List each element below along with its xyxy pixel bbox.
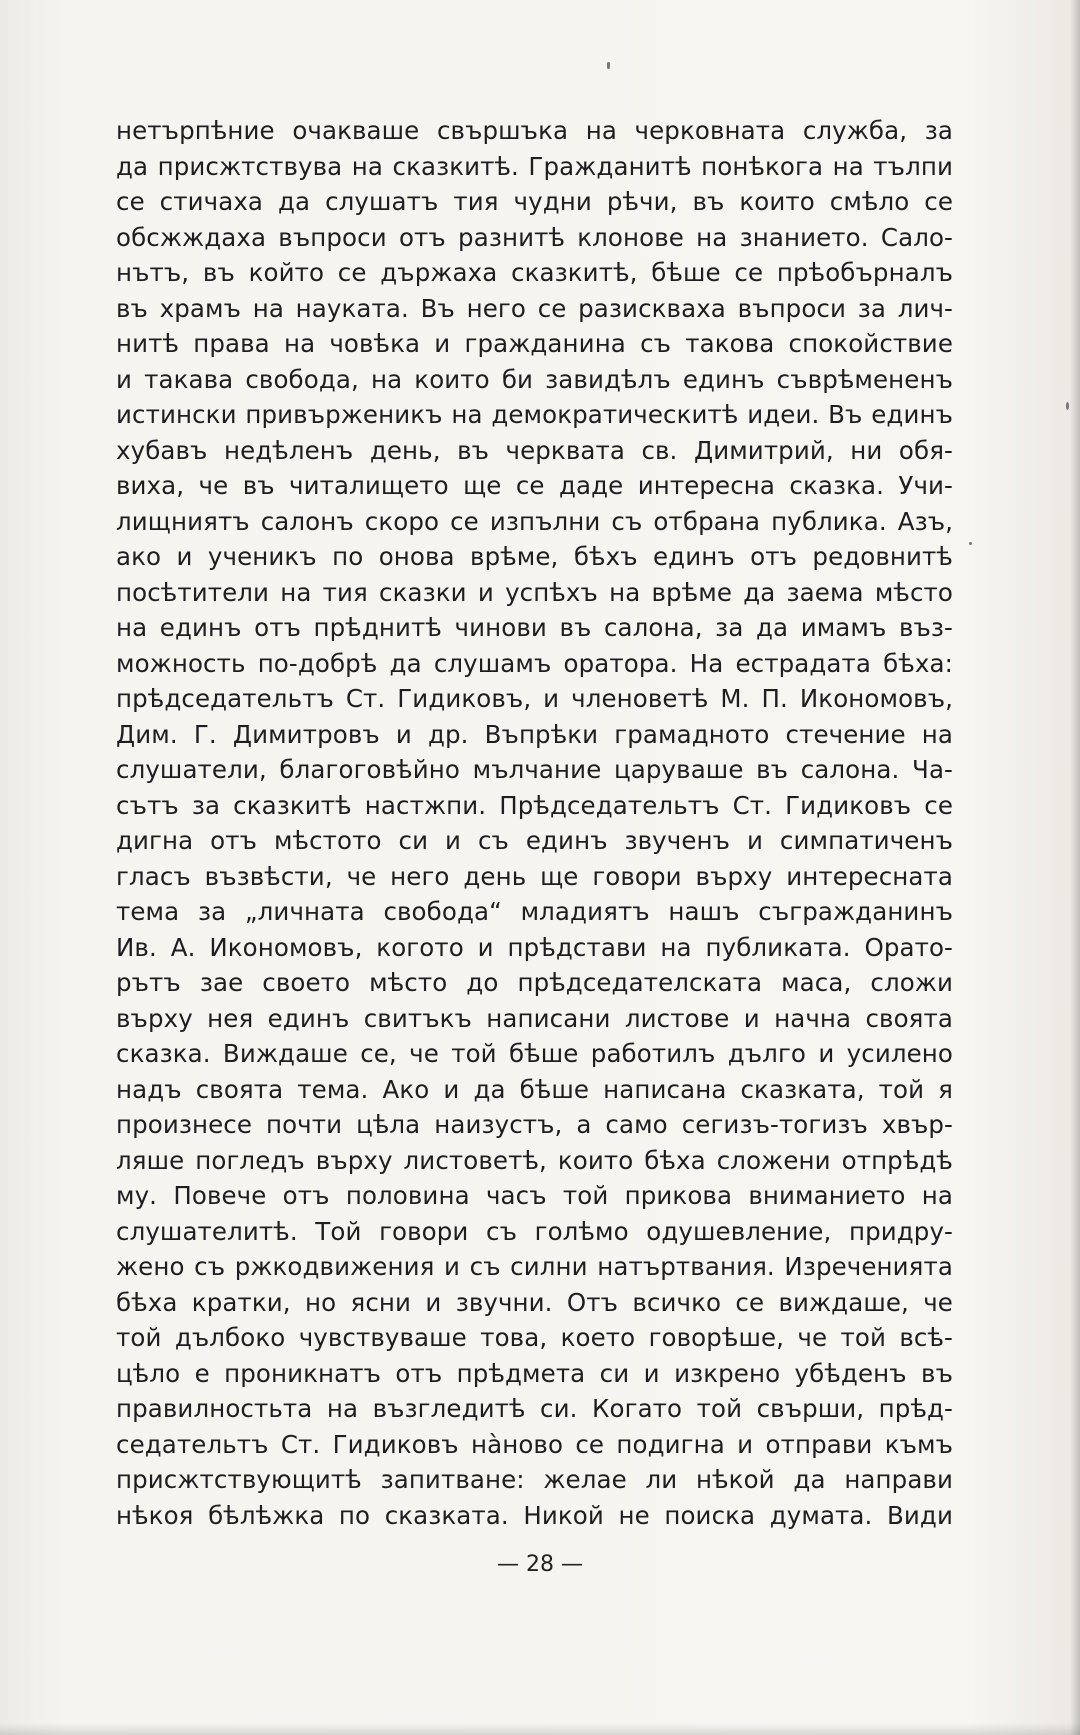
text-line: му. Повече отъ половина часъ той прикова вниманието на [116, 1181, 953, 1210]
text-line: дигна отъ мѣстото си и съ единъ звученъ и симпатиченъ [116, 826, 953, 855]
ink-speck [1066, 402, 1069, 410]
text-line: нътъ, въ който се държаха сказкитѣ, бѣше се прѣобърналъ [116, 258, 953, 287]
text-line: ляше погледъ върху листоветѣ, които бѣха сложени отпрѣдѣ [116, 1145, 953, 1175]
text-line: можность по-добрѣ да слушамъ оратора. На естрадата бѣха: [116, 648, 953, 678]
text-line: хубавъ недѣленъ день, въ черквата св. Димитрий, ни обя- [116, 435, 953, 465]
text-line: на единъ отъ прѣднитѣ чинови въ салона, за да имамъ въз- [116, 613, 953, 642]
text-line: тема за „личната свобода“ младиятъ нашъ съгражданинъ [116, 897, 953, 926]
text-line: седательтъ Ст. Гидиковъ нàново се подигна и отправи къмъ [116, 1429, 953, 1459]
text-line: той дълбоко чувствуваше това, което говорѣше, че той всѣ- [116, 1323, 953, 1352]
text-line: сказка. Виждаше се, че той бѣше работилъ дълго и усилено [116, 1039, 953, 1068]
ink-speck [969, 542, 972, 545]
text-line: нетърпѣние очакваше свършъка на черковната служба, за [116, 116, 953, 145]
text-line: произнесе почти цѣла наизустъ, а само сегизъ-тогизъ хвър- [116, 1110, 953, 1139]
text-line: рътъ зае своето мѣсто до прѣдседателската маса, сложи [116, 968, 953, 997]
text-line: жено съ ржкодвижения и съ силни натъртвания. Изреченията [116, 1252, 953, 1281]
text-line: въ храмъ на науката. Въ него се разискваха въпроси за лич- [116, 293, 953, 323]
text-line: лищниятъ салонъ скоро се изпълни съ отбрана публика. Азъ, [116, 506, 953, 536]
body-text [116, 113, 953, 1533]
ink-speck [607, 62, 610, 69]
text-line: сътъ за сказкитѣ настжпи. Прѣдседательтъ Ст. Гидиковъ се [116, 790, 953, 820]
text-line: нитѣ права на човѣка и гражданина съ такова спокойствие [116, 329, 953, 358]
page-edge-shadow-right [1070, 0, 1080, 1735]
text-line: се стичаха да слушатъ тия чудни рѣчи, въ които смѣло се [116, 187, 953, 216]
text-line: присжтствующитѣ запитване: желае ли нѣкой да направи [116, 1465, 953, 1494]
text-line: слушатели, благоговѣйно мълчание царуваше въ салона. Ча- [116, 755, 953, 784]
page-edge-shadow-bottom [0, 1723, 1080, 1735]
page-number: — 28 — [497, 1552, 583, 1577]
text-line: правилностьта на възгледитѣ си. Когато той свърши, прѣд- [116, 1394, 953, 1423]
text-line: истински привърженикъ на демократическитѣ идеи. Въ единъ [116, 400, 953, 429]
text-line: да присжтствува на сказкитѣ. Гражданитѣ понѣкога на тълпи [116, 151, 953, 181]
text-line: нѣкоя бѣлѣжка по сказката. Никой не поиска думата. Види [116, 1500, 953, 1530]
text-line: виха, че въ читалището ще се даде интересна сказка. Учи- [116, 471, 953, 500]
text-line: надъ своята тема. Ако и да бѣше написана сказката, той я [116, 1074, 953, 1104]
text-line: цѣло е проникнатъ отъ прѣдмета си и изкрено убѣденъ въ [116, 1358, 953, 1388]
text-line: ако и ученикъ по онова врѣме, бѣхъ единъ отъ редовнитѣ [116, 542, 953, 571]
text-line: прѣдседательтъ Ст. Гидиковъ, и членоветѣ М. П. Икономовъ, [116, 684, 953, 713]
text-line: обсжждаха въпроси отъ разнитѣ клонове на знанието. Сало- [116, 222, 953, 252]
text-line: върху нея единъ свитъкъ написани листове и начна своята [116, 1003, 953, 1033]
text-line: посѣтители на тия сказки и успѣхъ на врѣме да заема мѣсто [116, 577, 953, 607]
text-line: и такава свобода, на които би завидѣлъ единъ съврѣмененъ [116, 364, 953, 394]
text-line: слушателитѣ. Той говори съ голѣмо одушевление, придру- [116, 1216, 953, 1246]
text-line: Ив. А. Икономовъ, когото и прѣдстави на публиката. Орато- [116, 932, 953, 962]
text-line: бѣха кратки, но ясни и звучни. Отъ всичко се виждаше, че [116, 1287, 953, 1317]
text-line: Дим. Г. Димитровъ и др. Въпрѣки грамадното стечение на [116, 719, 953, 749]
text-line: гласъ възвѣсти, че него день ще говори върху интересната [116, 861, 953, 891]
